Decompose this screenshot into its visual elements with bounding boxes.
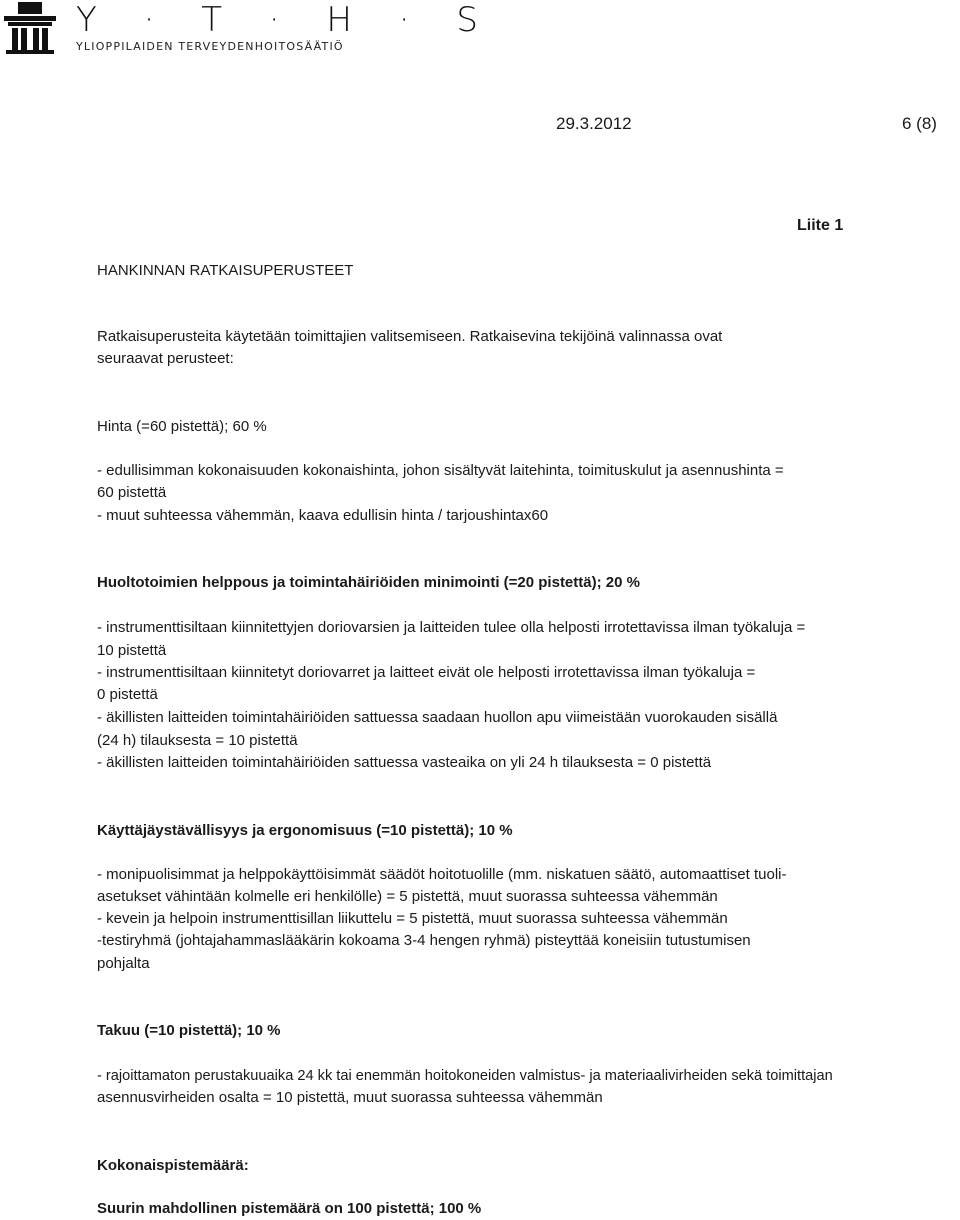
price-heading: Hinta (=60 pistettä); 60 % [97,418,267,435]
maintenance-line: - instrumenttisiltaan kiinnitettyjen doriovarsien ja laitteiden tulee olla helposti irrotettavissa ilman työkaluja = [97,619,806,636]
price-line: - muut suhteessa vähemmän, kaava edullisin hinta / tarjoushintax60 [97,507,549,524]
yths-pillar-icon [4,2,56,54]
logo-wordmark: Y · T · H · S [76,0,496,40]
maintenance-line: 0 pistettä [97,686,158,703]
maintenance-line: (24 h) tilauksesta = 10 pistettä [97,732,298,749]
maintenance-line: - instrumenttisiltaan kiinnitetyt doriovarret ja laitteet eivät ole helposti irrotettavissa ilman työkaluja = [97,664,756,681]
document-title: HANKINNAN RATKAISUPERUSTEET [97,262,354,279]
usability-line: asetukset vähintään kolmelle eri henkilölle) = 5 pistettä, muut suorassa suhteessa vähemmän [97,888,718,905]
intro-line: seuraavat perusteet: [97,350,234,367]
price-line: - edullisimman kokonaisuuden kokonaishinta, johon sisältyvät laitehinta, toimituskulut ja asennushinta = [97,462,784,479]
logo-subtitle: YLIOPPILAIDEN TERVEYDENHOITOSÄÄTIÖ [76,40,344,53]
intro-line: Ratkaisuperusteita käytetään toimittajien valitsemiseen. Ratkaisevina tekijöinä valinnassa ovat [97,328,723,345]
usability-line: - kevein ja helpoin instrumenttisillan liikuttelu = 5 pistettä, muut suorassa suhteessa vähemmän [97,910,728,927]
total-max-points: Suurin mahdollinen pistemäärä on 100 pistettä; 100 % [97,1200,482,1217]
maintenance-heading: Huoltotoimien helppous ja toimintahäiriöiden minimointi (=20 pistettä); 20 % [97,574,640,591]
usability-line: -testiryhmä (johtajahammaslääkärin kokoama 3-4 hengen ryhmä) pisteyttää koneisiin tutustumisen [97,932,751,949]
page-number: 6 (8) [902,114,937,133]
maintenance-line: 10 pistettä [97,642,167,659]
total-heading: Kokonaispistemäärä: [97,1157,249,1174]
warranty-line: asennusvirheiden osalta = 10 pistettä, muut suorassa suhteessa vähemmän [97,1089,603,1106]
maintenance-line: - äkillisten laitteiden toimintahäiriöiden sattuessa vasteaika on yli 24 h tilauksesta = 0 pistettä [97,754,712,771]
yths-logo [0,0,496,56]
document-date: 29.3.2012 [556,114,632,133]
maintenance-line: - äkillisten laitteiden toimintahäiriöiden sattuessa saadaan huollon apu viimeistään vuorokauden sisällä [97,709,778,726]
usability-line: pohjalta [97,955,150,972]
warranty-heading: Takuu (=10 pistettä); 10 % [97,1022,281,1039]
attachment-label: Liite 1 [797,217,844,234]
usability-heading: Käyttäjäystävällisyys ja ergonomisuus (=10 pistettä); 10 % [97,822,513,839]
price-line: 60 pistettä [97,484,167,501]
usability-line: - monipuolisimmat ja helppokäyttöisimmät säädöt hoitotuolille (mm. niskatuen säätö, automaattiset tuoli- [97,866,787,883]
warranty-line: - rajoittamaton perustakuuaika 24 kk tai enemmän hoitokoneiden valmistus- ja materiaalivirheiden sekä toimittajan [97,1068,833,1084]
